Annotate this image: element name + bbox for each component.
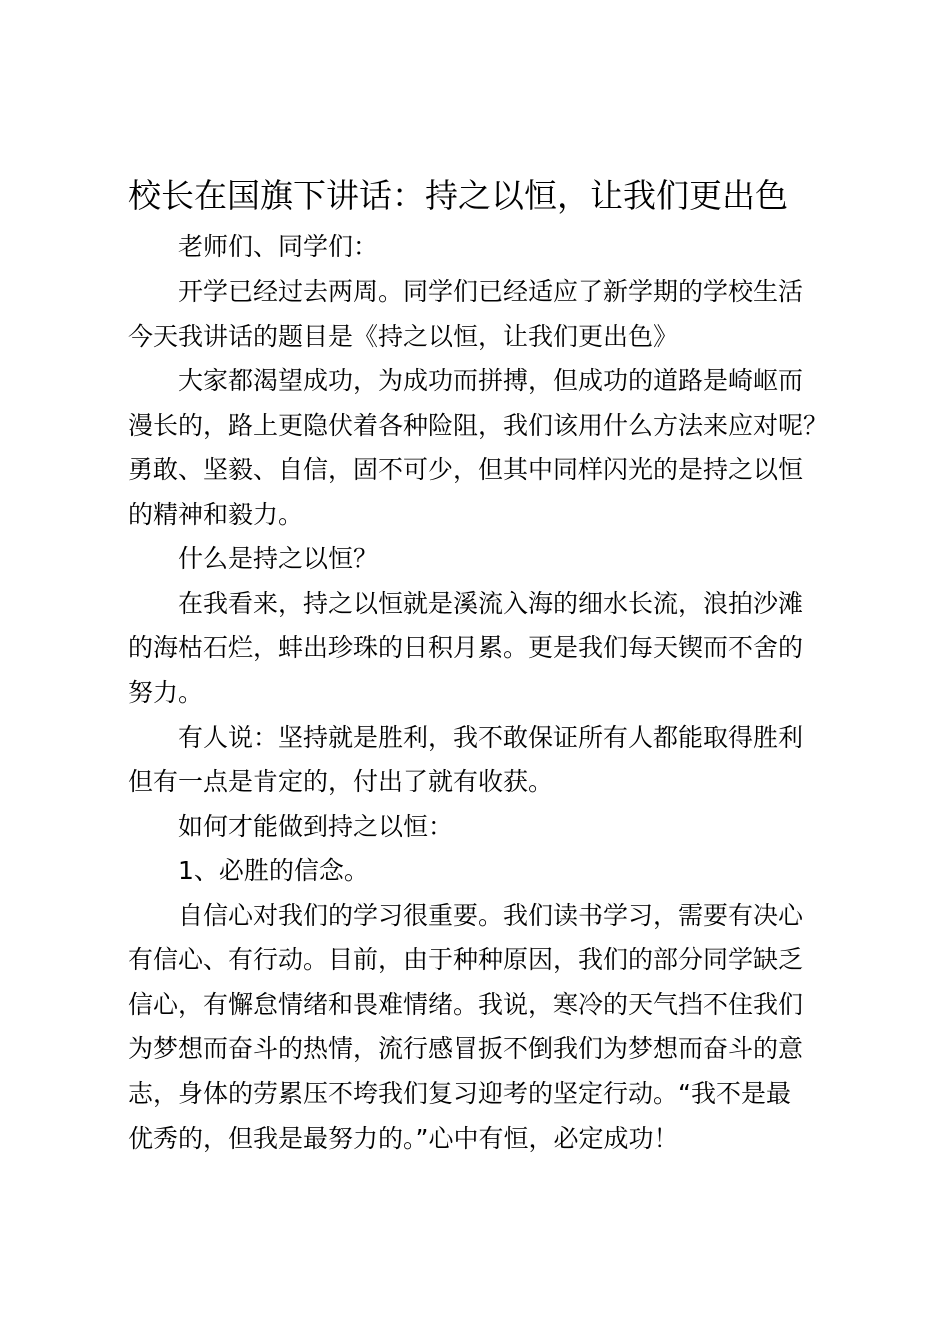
text-line: 如何才能做到持之以恒：: [178, 812, 454, 841]
text-line: 自信心对我们的学习很重要。我们读书学习，需要有决心: [178, 901, 804, 930]
text-line: 大家都渴望成功，为成功而拼搏，但成功的道路是崎岖而: [178, 366, 804, 395]
text-line: 志，身体的劳累压不垮我们复习迎考的坚定行动。“我不是最: [128, 1079, 791, 1108]
document-title: 校长在国旗下讲话：持之以恒，让我们更出色: [128, 176, 788, 215]
text-line: 信心，有懈怠情绪和畏难情绪。我说，寒冷的天气挡不住我们: [128, 990, 804, 1019]
text-line: 老师们、同学们：: [178, 232, 379, 261]
text-line: 开学已经过去两周。同学们已经适应了新学期的学校生活: [178, 277, 804, 306]
text-line: 但有一点是肯定的，付出了就有收获。: [128, 767, 554, 796]
text-line: 有信心、有行动。目前，由于种种原因，我们的部分同学缺乏: [128, 945, 804, 974]
text-line: 努力。: [128, 678, 204, 707]
text-line: 今天我讲话的题目是《持之以恒，让我们更出色》: [128, 322, 679, 351]
text-line: 什么是持之以恒？: [178, 544, 379, 573]
text-line: 的精神和毅力。: [128, 500, 304, 529]
text-line: 勇敢、坚毅、自信，固不可少，但其中同样闪光的是持之以恒: [128, 455, 804, 484]
text-line: 在我看来，持之以恒就是溪流入海的细水长流，浪拍沙滩: [178, 589, 804, 618]
text-line: 漫长的，路上更隐伏着各种险阻，我们该用什么方法来应对呢？: [128, 411, 829, 440]
text-line: 优秀的，但我是最努力的。”心中有恒，必定成功！: [128, 1124, 679, 1153]
text-line: 为梦想而奋斗的热情，流行感冒扳不倒我们为梦想而奋斗的意: [128, 1034, 804, 1063]
text-line: 有人说：坚持就是胜利，我不敢保证所有人都能取得胜利: [178, 723, 804, 752]
text-line: 1、必胜的信念。: [178, 856, 369, 885]
text-line: 的海枯石烂，蚌出珍珠的日积月累。更是我们每天锲而不舍的: [128, 633, 804, 662]
